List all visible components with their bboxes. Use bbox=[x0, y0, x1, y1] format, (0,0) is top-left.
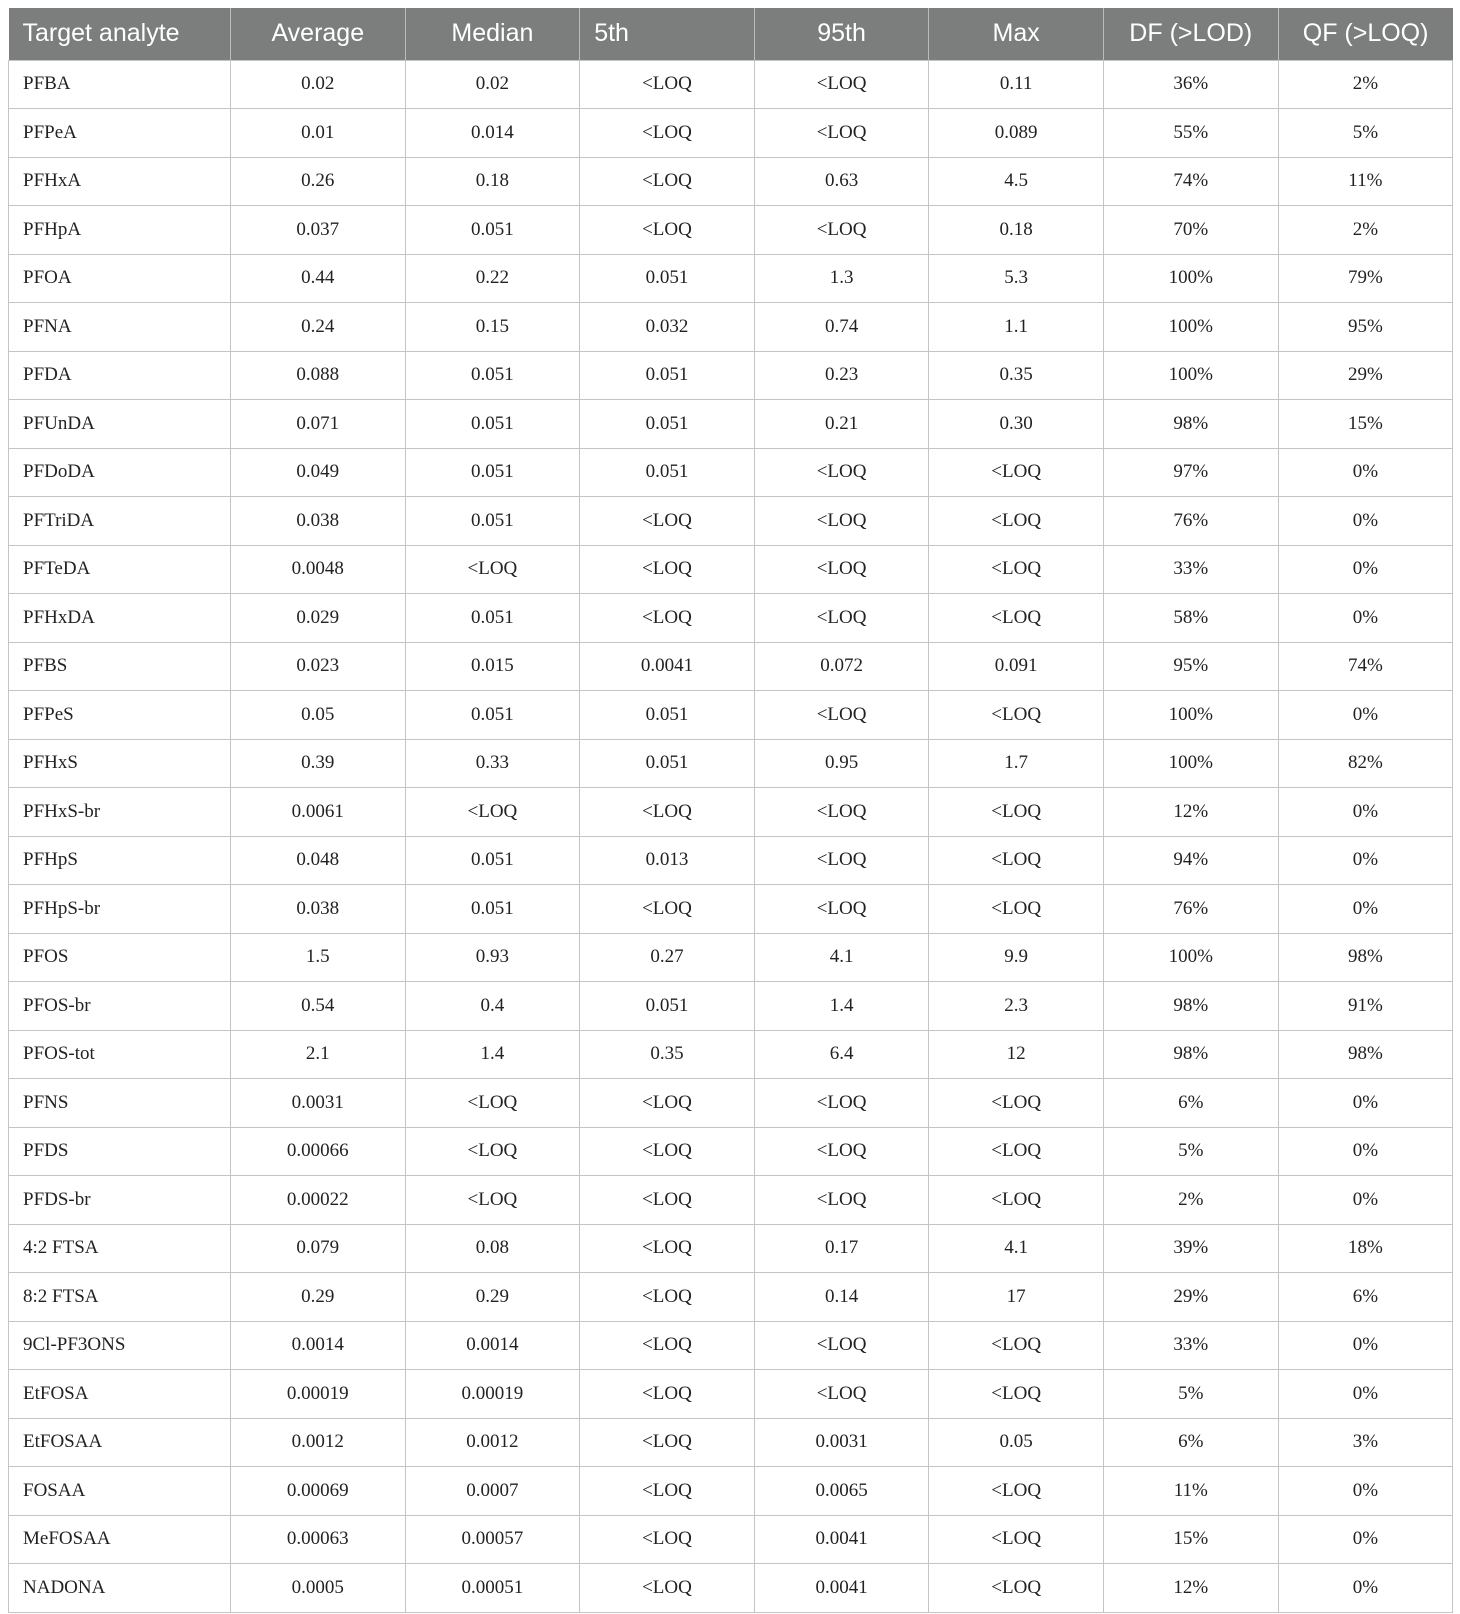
cell-p95: 0.95 bbox=[754, 739, 929, 788]
cell-average: 0.088 bbox=[231, 351, 406, 400]
cell-median: 0.051 bbox=[405, 836, 580, 885]
cell-max: <LOQ bbox=[929, 1467, 1104, 1516]
cell-df: 76% bbox=[1103, 885, 1278, 934]
cell-qf: 0% bbox=[1278, 545, 1453, 594]
cell-median: 0.051 bbox=[405, 497, 580, 546]
cell-qf: 18% bbox=[1278, 1224, 1453, 1273]
cell-max: 1.7 bbox=[929, 739, 1104, 788]
cell-average: 1.5 bbox=[231, 933, 406, 982]
cell-df: 98% bbox=[1103, 1030, 1278, 1079]
table-row bbox=[9, 1515, 1453, 1564]
cell-p95: 0.23 bbox=[754, 351, 929, 400]
cell-p5: <LOQ bbox=[580, 1370, 755, 1419]
cell-max: <LOQ bbox=[929, 497, 1104, 546]
cell-analyte: PFOS-br bbox=[9, 982, 231, 1031]
cell-p95: <LOQ bbox=[754, 109, 929, 158]
table-row bbox=[9, 739, 1453, 788]
cell-analyte: PFHxDA bbox=[9, 594, 231, 643]
cell-df: 74% bbox=[1103, 157, 1278, 206]
cell-p5: <LOQ bbox=[580, 1467, 755, 1516]
cell-p95: 0.0065 bbox=[754, 1467, 929, 1516]
cell-qf: 11% bbox=[1278, 157, 1453, 206]
table-row bbox=[9, 885, 1453, 934]
cell-median: 0.051 bbox=[405, 885, 580, 934]
cell-p95: 1.4 bbox=[754, 982, 929, 1031]
cell-qf: 0% bbox=[1278, 1321, 1453, 1370]
cell-df: 11% bbox=[1103, 1467, 1278, 1516]
header-median: Median bbox=[405, 8, 580, 60]
table-row bbox=[9, 109, 1453, 158]
cell-median: 0.4 bbox=[405, 982, 580, 1031]
cell-p95: 0.17 bbox=[754, 1224, 929, 1273]
cell-p95: 0.21 bbox=[754, 400, 929, 449]
cell-max: 0.05 bbox=[929, 1418, 1104, 1467]
cell-df: 100% bbox=[1103, 933, 1278, 982]
cell-median: <LOQ bbox=[405, 1079, 580, 1128]
cell-df: 33% bbox=[1103, 545, 1278, 594]
cell-average: 0.01 bbox=[231, 109, 406, 158]
cell-average: 0.54 bbox=[231, 982, 406, 1031]
cell-analyte: PFTriDA bbox=[9, 497, 231, 546]
table-row bbox=[9, 933, 1453, 982]
cell-qf: 5% bbox=[1278, 109, 1453, 158]
cell-max: <LOQ bbox=[929, 691, 1104, 740]
cell-analyte: PFHpS bbox=[9, 836, 231, 885]
cell-p5: <LOQ bbox=[580, 1418, 755, 1467]
cell-p95: 0.74 bbox=[754, 303, 929, 352]
cell-p95: <LOQ bbox=[754, 206, 929, 255]
cell-median: 0.0012 bbox=[405, 1418, 580, 1467]
cell-qf: 74% bbox=[1278, 642, 1453, 691]
cell-p95: <LOQ bbox=[754, 691, 929, 740]
cell-max: <LOQ bbox=[929, 545, 1104, 594]
cell-average: 0.29 bbox=[231, 1273, 406, 1322]
table-row bbox=[9, 691, 1453, 740]
cell-qf: 0% bbox=[1278, 788, 1453, 837]
cell-df: 15% bbox=[1103, 1515, 1278, 1564]
cell-median: 0.014 bbox=[405, 109, 580, 158]
cell-average: 0.00022 bbox=[231, 1176, 406, 1225]
table-row bbox=[9, 206, 1453, 255]
cell-p95: <LOQ bbox=[754, 1176, 929, 1225]
cell-p95: 4.1 bbox=[754, 933, 929, 982]
cell-df: 29% bbox=[1103, 1273, 1278, 1322]
table-row bbox=[9, 1273, 1453, 1322]
cell-p5: <LOQ bbox=[580, 594, 755, 643]
table-row bbox=[9, 60, 1453, 109]
cell-analyte: PFOS-tot bbox=[9, 1030, 231, 1079]
cell-average: 0.0031 bbox=[231, 1079, 406, 1128]
table-row bbox=[9, 545, 1453, 594]
cell-p95: 1.3 bbox=[754, 254, 929, 303]
table-row bbox=[9, 788, 1453, 837]
cell-df: 95% bbox=[1103, 642, 1278, 691]
cell-average: 0.0012 bbox=[231, 1418, 406, 1467]
cell-median: 0.33 bbox=[405, 739, 580, 788]
cell-max: 12 bbox=[929, 1030, 1104, 1079]
cell-analyte: PFTeDA bbox=[9, 545, 231, 594]
cell-max: <LOQ bbox=[929, 448, 1104, 497]
cell-p5: 0.051 bbox=[580, 254, 755, 303]
cell-p5: <LOQ bbox=[580, 206, 755, 255]
cell-max: 0.11 bbox=[929, 60, 1104, 109]
cell-max: 4.1 bbox=[929, 1224, 1104, 1273]
cell-max: <LOQ bbox=[929, 788, 1104, 837]
cell-p95: <LOQ bbox=[754, 885, 929, 934]
cell-average: 0.00069 bbox=[231, 1467, 406, 1516]
header-average: Average bbox=[231, 8, 406, 60]
cell-qf: 0% bbox=[1278, 1079, 1453, 1128]
cell-average: 0.00063 bbox=[231, 1515, 406, 1564]
cell-max: 0.089 bbox=[929, 109, 1104, 158]
cell-p5: <LOQ bbox=[580, 1224, 755, 1273]
cell-median: 0.051 bbox=[405, 594, 580, 643]
cell-p95: <LOQ bbox=[754, 1321, 929, 1370]
cell-average: 0.038 bbox=[231, 885, 406, 934]
cell-max: 2.3 bbox=[929, 982, 1104, 1031]
cell-df: 100% bbox=[1103, 351, 1278, 400]
cell-analyte: 4:2 FTSA bbox=[9, 1224, 231, 1273]
cell-median: 0.0007 bbox=[405, 1467, 580, 1516]
cell-analyte: FOSAA bbox=[9, 1467, 231, 1516]
cell-p5: <LOQ bbox=[580, 497, 755, 546]
cell-analyte: PFPeS bbox=[9, 691, 231, 740]
cell-df: 5% bbox=[1103, 1127, 1278, 1176]
cell-p5: <LOQ bbox=[580, 1176, 755, 1225]
cell-qf: 0% bbox=[1278, 885, 1453, 934]
cell-df: 33% bbox=[1103, 1321, 1278, 1370]
cell-qf: 91% bbox=[1278, 982, 1453, 1031]
cell-qf: 0% bbox=[1278, 497, 1453, 546]
cell-average: 0.071 bbox=[231, 400, 406, 449]
cell-average: 0.037 bbox=[231, 206, 406, 255]
cell-average: 2.1 bbox=[231, 1030, 406, 1079]
cell-average: 0.24 bbox=[231, 303, 406, 352]
cell-df: 39% bbox=[1103, 1224, 1278, 1273]
cell-df: 2% bbox=[1103, 1176, 1278, 1225]
cell-analyte: 9Cl-PF3ONS bbox=[9, 1321, 231, 1370]
cell-p5: <LOQ bbox=[580, 1321, 755, 1370]
cell-p95: <LOQ bbox=[754, 1370, 929, 1419]
cell-p95: <LOQ bbox=[754, 545, 929, 594]
cell-analyte: PFBA bbox=[9, 60, 231, 109]
cell-max: 0.35 bbox=[929, 351, 1104, 400]
cell-df: 76% bbox=[1103, 497, 1278, 546]
cell-max: 0.18 bbox=[929, 206, 1104, 255]
table-row bbox=[9, 594, 1453, 643]
cell-analyte: PFBS bbox=[9, 642, 231, 691]
cell-max: <LOQ bbox=[929, 1564, 1104, 1613]
cell-median: 0.15 bbox=[405, 303, 580, 352]
cell-max: 1.1 bbox=[929, 303, 1104, 352]
cell-analyte: PFHxS bbox=[9, 739, 231, 788]
cell-median: 0.051 bbox=[405, 448, 580, 497]
cell-max: 0.091 bbox=[929, 642, 1104, 691]
cell-median: 1.4 bbox=[405, 1030, 580, 1079]
cell-p5: <LOQ bbox=[580, 60, 755, 109]
cell-p95: 0.072 bbox=[754, 642, 929, 691]
cell-analyte: PFHxS-br bbox=[9, 788, 231, 837]
cell-df: 12% bbox=[1103, 788, 1278, 837]
cell-average: 0.038 bbox=[231, 497, 406, 546]
cell-max: 0.30 bbox=[929, 400, 1104, 449]
cell-p95: 0.0041 bbox=[754, 1515, 929, 1564]
cell-median: 0.93 bbox=[405, 933, 580, 982]
cell-qf: 0% bbox=[1278, 1370, 1453, 1419]
cell-df: 98% bbox=[1103, 982, 1278, 1031]
cell-max: 9.9 bbox=[929, 933, 1104, 982]
cell-average: 0.023 bbox=[231, 642, 406, 691]
cell-p5: 0.032 bbox=[580, 303, 755, 352]
cell-analyte: PFDA bbox=[9, 351, 231, 400]
cell-qf: 98% bbox=[1278, 933, 1453, 982]
cell-p95: <LOQ bbox=[754, 594, 929, 643]
cell-p5: <LOQ bbox=[580, 1127, 755, 1176]
cell-p95: 0.0031 bbox=[754, 1418, 929, 1467]
cell-average: 0.048 bbox=[231, 836, 406, 885]
cell-p5: 0.051 bbox=[580, 982, 755, 1031]
cell-p5: 0.35 bbox=[580, 1030, 755, 1079]
cell-average: 0.39 bbox=[231, 739, 406, 788]
cell-median: <LOQ bbox=[405, 1176, 580, 1225]
cell-analyte: MeFOSAA bbox=[9, 1515, 231, 1564]
table-row bbox=[9, 1370, 1453, 1419]
cell-qf: 0% bbox=[1278, 448, 1453, 497]
cell-qf: 0% bbox=[1278, 691, 1453, 740]
cell-p95: <LOQ bbox=[754, 1127, 929, 1176]
cell-qf: 95% bbox=[1278, 303, 1453, 352]
table-row bbox=[9, 351, 1453, 400]
cell-analyte: PFNS bbox=[9, 1079, 231, 1128]
cell-analyte: PFDoDA bbox=[9, 448, 231, 497]
cell-median: 0.02 bbox=[405, 60, 580, 109]
cell-p95: 0.63 bbox=[754, 157, 929, 206]
cell-max: 5.3 bbox=[929, 254, 1104, 303]
cell-analyte: PFOA bbox=[9, 254, 231, 303]
cell-p5: <LOQ bbox=[580, 788, 755, 837]
cell-average: 0.00066 bbox=[231, 1127, 406, 1176]
cell-average: 0.44 bbox=[231, 254, 406, 303]
cell-median: 0.015 bbox=[405, 642, 580, 691]
header-95th: 95th bbox=[754, 8, 929, 60]
cell-max: 4.5 bbox=[929, 157, 1104, 206]
table-container bbox=[8, 8, 1452, 1613]
cell-p95: <LOQ bbox=[754, 448, 929, 497]
table-row bbox=[9, 303, 1453, 352]
cell-analyte: PFPeA bbox=[9, 109, 231, 158]
table-row bbox=[9, 448, 1453, 497]
cell-p5: 0.051 bbox=[580, 351, 755, 400]
cell-median: 0.051 bbox=[405, 400, 580, 449]
cell-qf: 2% bbox=[1278, 206, 1453, 255]
table-row bbox=[9, 1564, 1453, 1613]
cell-median: <LOQ bbox=[405, 788, 580, 837]
cell-df: 12% bbox=[1103, 1564, 1278, 1613]
cell-df: 5% bbox=[1103, 1370, 1278, 1419]
cell-qf: 79% bbox=[1278, 254, 1453, 303]
table-row bbox=[9, 1176, 1453, 1225]
cell-p5: 0.051 bbox=[580, 739, 755, 788]
cell-analyte: PFHxA bbox=[9, 157, 231, 206]
cell-analyte: NADONA bbox=[9, 1564, 231, 1613]
cell-qf: 15% bbox=[1278, 400, 1453, 449]
cell-average: 0.0048 bbox=[231, 545, 406, 594]
cell-analyte: PFHpS-br bbox=[9, 885, 231, 934]
cell-max: <LOQ bbox=[929, 594, 1104, 643]
cell-average: 0.029 bbox=[231, 594, 406, 643]
cell-df: 100% bbox=[1103, 691, 1278, 740]
cell-median: 0.08 bbox=[405, 1224, 580, 1273]
cell-qf: 82% bbox=[1278, 739, 1453, 788]
cell-max: <LOQ bbox=[929, 1515, 1104, 1564]
cell-df: 58% bbox=[1103, 594, 1278, 643]
cell-p5: <LOQ bbox=[580, 157, 755, 206]
cell-p5: 0.051 bbox=[580, 400, 755, 449]
cell-df: 97% bbox=[1103, 448, 1278, 497]
cell-median: 0.18 bbox=[405, 157, 580, 206]
cell-median: 0.22 bbox=[405, 254, 580, 303]
cell-p5: <LOQ bbox=[580, 1079, 755, 1128]
cell-p5: 0.051 bbox=[580, 691, 755, 740]
cell-qf: 0% bbox=[1278, 836, 1453, 885]
table-row bbox=[9, 400, 1453, 449]
cell-df: 70% bbox=[1103, 206, 1278, 255]
cell-qf: 0% bbox=[1278, 1176, 1453, 1225]
cell-p5: <LOQ bbox=[580, 1273, 755, 1322]
cell-p95: 0.0041 bbox=[754, 1564, 929, 1613]
cell-qf: 0% bbox=[1278, 594, 1453, 643]
cell-p5: <LOQ bbox=[580, 1564, 755, 1613]
cell-p95: <LOQ bbox=[754, 836, 929, 885]
header-5th: 5th bbox=[580, 8, 755, 60]
cell-df: 6% bbox=[1103, 1079, 1278, 1128]
cell-analyte: PFHpA bbox=[9, 206, 231, 255]
cell-p5: <LOQ bbox=[580, 109, 755, 158]
cell-p95: <LOQ bbox=[754, 788, 929, 837]
cell-qf: 29% bbox=[1278, 351, 1453, 400]
cell-p5: 0.27 bbox=[580, 933, 755, 982]
header-df-lod: DF (>LOD) bbox=[1103, 8, 1278, 60]
cell-median: 0.29 bbox=[405, 1273, 580, 1322]
table-header-row bbox=[9, 8, 1453, 60]
cell-analyte: EtFOSAA bbox=[9, 1418, 231, 1467]
table-row bbox=[9, 1030, 1453, 1079]
cell-max: <LOQ bbox=[929, 1370, 1104, 1419]
cell-max: <LOQ bbox=[929, 885, 1104, 934]
cell-p5: <LOQ bbox=[580, 885, 755, 934]
cell-df: 100% bbox=[1103, 254, 1278, 303]
cell-average: 0.05 bbox=[231, 691, 406, 740]
cell-qf: 2% bbox=[1278, 60, 1453, 109]
cell-analyte: PFDS bbox=[9, 1127, 231, 1176]
cell-median: 0.0014 bbox=[405, 1321, 580, 1370]
cell-median: 0.051 bbox=[405, 351, 580, 400]
cell-df: 98% bbox=[1103, 400, 1278, 449]
cell-df: 100% bbox=[1103, 303, 1278, 352]
table-row bbox=[9, 1418, 1453, 1467]
cell-max: <LOQ bbox=[929, 1127, 1104, 1176]
cell-df: 36% bbox=[1103, 60, 1278, 109]
table-row bbox=[9, 1467, 1453, 1516]
header-max: Max bbox=[929, 8, 1104, 60]
cell-df: 55% bbox=[1103, 109, 1278, 158]
cell-df: 100% bbox=[1103, 739, 1278, 788]
table-row bbox=[9, 642, 1453, 691]
table-row bbox=[9, 497, 1453, 546]
cell-analyte: PFNA bbox=[9, 303, 231, 352]
cell-analyte: PFOS bbox=[9, 933, 231, 982]
cell-p95: 6.4 bbox=[754, 1030, 929, 1079]
table-row bbox=[9, 1127, 1453, 1176]
table-row bbox=[9, 982, 1453, 1031]
cell-median: 0.00057 bbox=[405, 1515, 580, 1564]
cell-p95: 0.14 bbox=[754, 1273, 929, 1322]
table-row bbox=[9, 1224, 1453, 1273]
cell-p5: 0.0041 bbox=[580, 642, 755, 691]
table-row bbox=[9, 157, 1453, 206]
cell-qf: 3% bbox=[1278, 1418, 1453, 1467]
header-target-analyte: Target analyte bbox=[22, 19, 180, 48]
cell-analyte: EtFOSA bbox=[9, 1370, 231, 1419]
cell-average: 0.0061 bbox=[231, 788, 406, 837]
cell-average: 0.049 bbox=[231, 448, 406, 497]
header-qf-loq: QF (>LOQ) bbox=[1278, 8, 1453, 60]
cell-qf: 6% bbox=[1278, 1273, 1453, 1322]
cell-median: 0.051 bbox=[405, 691, 580, 740]
cell-qf: 0% bbox=[1278, 1467, 1453, 1516]
cell-p95: <LOQ bbox=[754, 497, 929, 546]
cell-p5: <LOQ bbox=[580, 1515, 755, 1564]
cell-median: 0.051 bbox=[405, 206, 580, 255]
cell-p95: <LOQ bbox=[754, 60, 929, 109]
cell-average: 0.0005 bbox=[231, 1564, 406, 1613]
cell-df: 94% bbox=[1103, 836, 1278, 885]
cell-median: 0.00051 bbox=[405, 1564, 580, 1613]
table-row bbox=[9, 1079, 1453, 1128]
cell-analyte: 8:2 FTSA bbox=[9, 1273, 231, 1322]
cell-max: <LOQ bbox=[929, 836, 1104, 885]
cell-analyte: PFDS-br bbox=[9, 1176, 231, 1225]
cell-max: <LOQ bbox=[929, 1176, 1104, 1225]
cell-qf: 0% bbox=[1278, 1515, 1453, 1564]
table-row bbox=[9, 254, 1453, 303]
cell-analyte: PFUnDA bbox=[9, 400, 231, 449]
cell-max: 17 bbox=[929, 1273, 1104, 1322]
cell-max: <LOQ bbox=[929, 1321, 1104, 1370]
table-row bbox=[9, 836, 1453, 885]
cell-median: <LOQ bbox=[405, 1127, 580, 1176]
cell-p5: <LOQ bbox=[580, 545, 755, 594]
cell-df: 6% bbox=[1103, 1418, 1278, 1467]
cell-average: 0.26 bbox=[231, 157, 406, 206]
cell-p95: <LOQ bbox=[754, 1079, 929, 1128]
cell-qf: 98% bbox=[1278, 1030, 1453, 1079]
pfas-concentration-table bbox=[8, 8, 1453, 1613]
cell-average: 0.079 bbox=[231, 1224, 406, 1273]
cell-p5: 0.051 bbox=[580, 448, 755, 497]
cell-qf: 0% bbox=[1278, 1564, 1453, 1613]
cell-average: 0.02 bbox=[231, 60, 406, 109]
cell-p5: 0.013 bbox=[580, 836, 755, 885]
cell-max: <LOQ bbox=[929, 1079, 1104, 1128]
cell-median: 0.00019 bbox=[405, 1370, 580, 1419]
cell-qf: 0% bbox=[1278, 1127, 1453, 1176]
table-row bbox=[9, 1321, 1453, 1370]
cell-average: 0.00019 bbox=[231, 1370, 406, 1419]
cell-median: <LOQ bbox=[405, 545, 580, 594]
cell-average: 0.0014 bbox=[231, 1321, 406, 1370]
